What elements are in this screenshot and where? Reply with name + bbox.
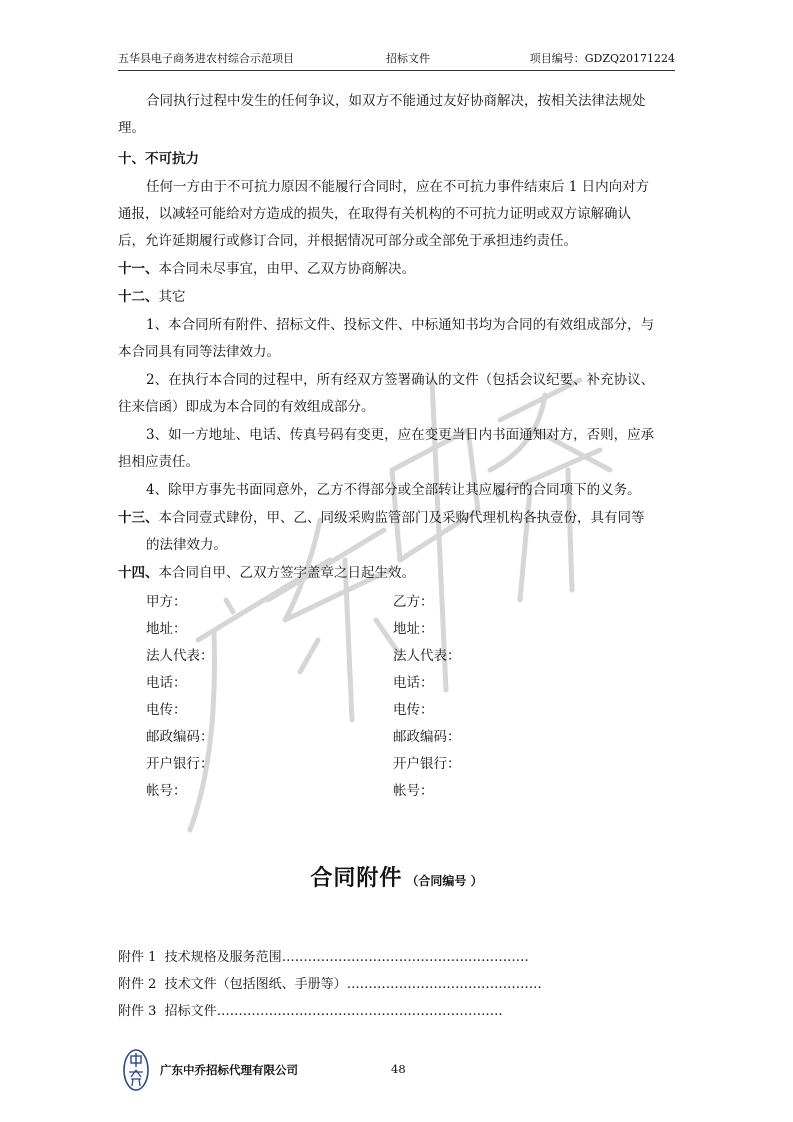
attachment-text: 技术文件（包括图纸、手册等） xyxy=(164,977,347,992)
zhongqiao-seal-logo-icon xyxy=(122,1048,150,1092)
section-12 xyxy=(118,288,186,306)
section-11 xyxy=(118,260,415,278)
section-10-title: 十、不可抗力 xyxy=(118,151,199,167)
attachments-title xyxy=(0,861,793,892)
section-12-text: 其它 xyxy=(158,289,186,305)
party-a-legal-rep-label: 法人代表： xyxy=(146,648,214,664)
attachments-contract-no: （合同编号 ） xyxy=(406,874,483,888)
section-13-line1: 本合同壹式肆份，甲、乙、同级采购监管部门及采购代理机构各执壹份，具有同等 xyxy=(158,510,645,526)
party-b-address-label: 地址： xyxy=(393,621,434,637)
paragraph-dispute-line2: 理。 xyxy=(118,120,145,136)
page-header xyxy=(118,46,675,71)
header-project-number: 项目编号：GDZQ20171224 xyxy=(529,52,675,65)
party-a-telex-label: 电传： xyxy=(146,702,187,718)
section-10-line2: 通报，以减轻可能给对方造成的损失，在取得有关机构的不可抗力证明或双方谅解确认 xyxy=(118,206,631,222)
party-b-account-label: 帐号： xyxy=(393,783,434,799)
section-11-text: 本合同未尽事宜，由甲、乙双方协商解决。 xyxy=(158,261,415,277)
paragraph-dispute-line1: 合同执行过程中发生的任何争议，如双方不能通过友好协商解决，按相关法律法规处 xyxy=(146,93,646,109)
attachment-leader-dots: ………………………………………………………… xyxy=(216,1004,503,1019)
attachment-label: 附件 1 xyxy=(118,950,157,965)
section-12-item3-line2: 担相应责任。 xyxy=(118,454,199,470)
section-13-number: 十三、 xyxy=(118,510,159,526)
section-14 xyxy=(118,564,415,582)
attachment-text: 技术规格及服务范围 xyxy=(164,950,282,965)
attachment-text: 招标文件 xyxy=(164,1004,217,1019)
party-a-postcode-label: 邮政编码： xyxy=(146,729,214,745)
party-a-account-label: 帐号： xyxy=(146,783,187,799)
party-b-phone-label: 电话： xyxy=(393,675,434,691)
section-14-text: 本合同自甲、乙双方签字盖章之日起生效。 xyxy=(158,565,415,581)
attachments-heading: 合同附件 xyxy=(310,866,403,891)
section-12-item2-line2: 往来信函）即成为本合同的有效组成部分。 xyxy=(118,399,375,415)
party-a-label: 甲方： xyxy=(146,594,187,610)
attachment-item xyxy=(118,946,529,965)
section-10-line3: 后，允许延期履行或修订合同，并根据情况可部分或全部免于承担违约责任。 xyxy=(118,233,577,249)
party-b-bank-label: 开户银行： xyxy=(393,756,461,772)
attachment-label: 附件 2 xyxy=(118,977,157,992)
party-b-telex-label: 电传： xyxy=(393,702,434,718)
party-b-legal-rep-label: 法人代表： xyxy=(393,648,461,664)
attachment-leader-dots: ………………………………………………… xyxy=(281,950,529,965)
attachment-leader-dots: ……………………………………… xyxy=(346,977,542,992)
party-b-postcode-label: 邮政编码： xyxy=(393,729,461,745)
section-12-item1-line1: 1、本合同所有附件、招标文件、投标文件、中标通知书均为合同的有效组成部分，与 xyxy=(146,317,655,333)
page-number: 48 xyxy=(391,1062,406,1076)
section-14-number: 十四、 xyxy=(118,565,159,581)
section-12-number: 十二、 xyxy=(118,289,159,305)
header-doc-type: 招标文件 xyxy=(386,52,430,65)
attachment-item xyxy=(118,1000,503,1019)
party-a-address-label: 地址： xyxy=(146,621,187,637)
party-a-phone-label: 电话： xyxy=(146,675,187,691)
section-13 xyxy=(118,509,645,527)
section-13-line2: 的法律效力。 xyxy=(146,537,227,553)
section-12-item4-line1: 4、除甲方事先书面同意外，乙方不得部分或全部转让其应履行的合同项下的义务。 xyxy=(146,482,641,498)
section-12-item2-line1: 2、在执行本合同的过程中，所有经双方签署确认的文件（包括会议纪要、补充协议、 xyxy=(146,372,655,388)
party-a-bank-label: 开户银行： xyxy=(146,756,214,772)
header-project-name: 五华县电子商务进农村综合示范项目 xyxy=(118,52,294,65)
attachment-item xyxy=(118,973,542,992)
section-10-line1: 任何一方由于不可抗力原因不能履行合同时，应在不可抗力事件结束后 1 日内向对方 xyxy=(146,179,650,195)
footer-company-name: 广东中乔招标代理有限公司 xyxy=(160,1063,298,1077)
section-12-item3-line1: 3、如一方地址、电话、传真号码有变更，应在变更当日内书面通知对方，否则，应承 xyxy=(146,427,655,443)
party-b-label: 乙方： xyxy=(393,594,434,610)
attachment-label: 附件 3 xyxy=(118,1004,157,1019)
section-12-item1-line2: 本合同具有同等法律效力。 xyxy=(118,344,280,360)
section-11-number: 十一、 xyxy=(118,261,159,277)
